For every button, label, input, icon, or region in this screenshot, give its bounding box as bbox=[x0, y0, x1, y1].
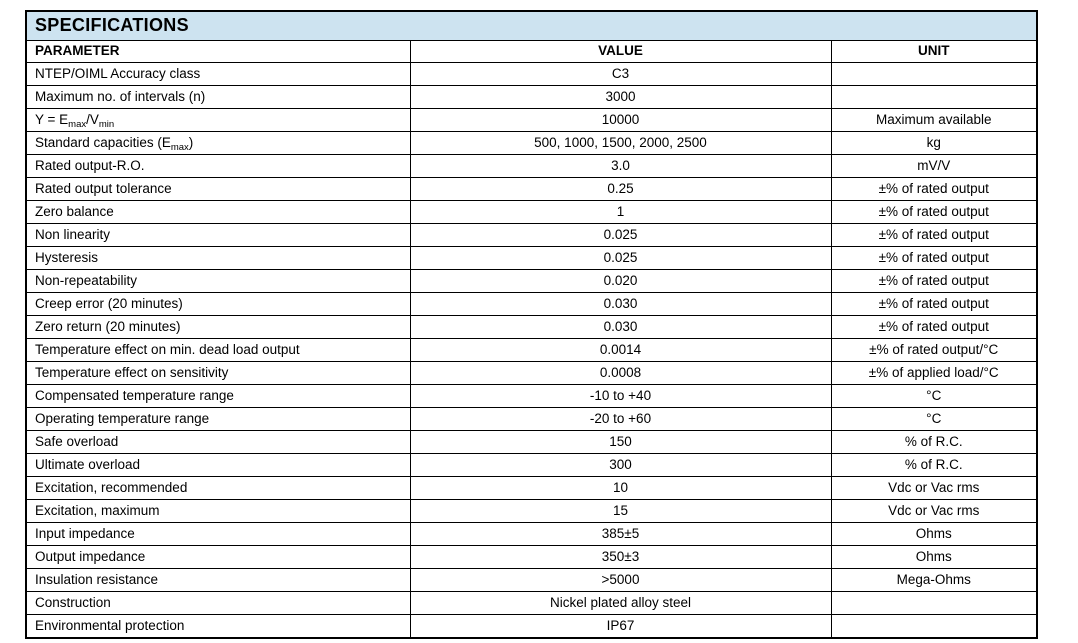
unit-cell: kg bbox=[831, 132, 1037, 155]
value-cell: 10 bbox=[410, 477, 831, 500]
parameter-cell: Standard capacities $(E_{max})$ bbox=[26, 132, 410, 155]
unit-cell: ±% of rated output bbox=[831, 270, 1037, 293]
unit-cell: % of R.C. bbox=[831, 454, 1037, 477]
table-row bbox=[26, 270, 1037, 293]
parameter-cell: Zero balance bbox=[26, 201, 410, 224]
value-cell: 15 bbox=[410, 500, 831, 523]
column-header-value: VALUE bbox=[410, 41, 831, 63]
unit-cell: % of R.C. bbox=[831, 431, 1037, 454]
parameter-cell: Zero return (20 minutes) bbox=[26, 316, 410, 339]
specifications-table bbox=[25, 10, 1038, 639]
table-row bbox=[26, 109, 1037, 132]
unit-cell: Vdc or Vac rms bbox=[831, 477, 1037, 500]
specifications-sheet bbox=[25, 10, 1036, 639]
unit-cell: ±% of rated output bbox=[831, 247, 1037, 270]
table-row bbox=[26, 293, 1037, 316]
parameter-cell: Excitation, maximum bbox=[26, 500, 410, 523]
unit-cell: Mega-Ohms bbox=[831, 569, 1037, 592]
parameter-cell: Non-repeatability bbox=[26, 270, 410, 293]
table-row bbox=[26, 546, 1037, 569]
value-cell: 0.030 bbox=[410, 293, 831, 316]
table-title-row bbox=[26, 11, 1037, 41]
unit-cell bbox=[831, 63, 1037, 86]
parameter-cell: Temperature effect on min. dead load output bbox=[26, 339, 410, 362]
unit-cell bbox=[831, 592, 1037, 615]
unit-cell: Maximum available bbox=[831, 109, 1037, 132]
value-cell: 0.020 bbox=[410, 270, 831, 293]
unit-cell: ±% of rated output bbox=[831, 178, 1037, 201]
unit-cell: Ohms bbox=[831, 546, 1037, 569]
value-cell: 3000 bbox=[410, 86, 831, 109]
value-cell: 0.025 bbox=[410, 247, 831, 270]
value-cell: 10000 bbox=[410, 109, 831, 132]
value-cell: 0.0008 bbox=[410, 362, 831, 385]
table-row bbox=[26, 178, 1037, 201]
parameter-cell: Compensated temperature range bbox=[26, 385, 410, 408]
table-row bbox=[26, 63, 1037, 86]
parameter-cell: Hysteresis bbox=[26, 247, 410, 270]
value-cell: 3.0 bbox=[410, 155, 831, 178]
table-row bbox=[26, 523, 1037, 546]
table-row bbox=[26, 408, 1037, 431]
parameter-cell: Ultimate overload bbox=[26, 454, 410, 477]
table-row bbox=[26, 569, 1037, 592]
value-cell: 150 bbox=[410, 431, 831, 454]
table-row bbox=[26, 316, 1037, 339]
value-cell: >5000 bbox=[410, 569, 831, 592]
table-row bbox=[26, 224, 1037, 247]
parameter-cell: Construction bbox=[26, 592, 410, 615]
value-cell: Nickel plated alloy steel bbox=[410, 592, 831, 615]
value-cell: 0.030 bbox=[410, 316, 831, 339]
unit-cell: Vdc or Vac rms bbox=[831, 500, 1037, 523]
table-row bbox=[26, 247, 1037, 270]
value-cell: 500, 1000, 1500, 2000, 2500 bbox=[410, 132, 831, 155]
parameter-cell: Output impedance bbox=[26, 546, 410, 569]
unit-cell: °C bbox=[831, 408, 1037, 431]
parameter-cell: Maximum no. of intervals (n) bbox=[26, 86, 410, 109]
value-cell: C3 bbox=[410, 63, 831, 86]
unit-cell: ±% of rated output bbox=[831, 316, 1037, 339]
parameter-cell: Input impedance bbox=[26, 523, 410, 546]
value-cell: IP67 bbox=[410, 615, 831, 639]
value-cell: 350±3 bbox=[410, 546, 831, 569]
value-cell: 0.0014 bbox=[410, 339, 831, 362]
column-header-unit: UNIT bbox=[831, 41, 1037, 63]
table-row bbox=[26, 155, 1037, 178]
parameter-cell: Insulation resistance bbox=[26, 569, 410, 592]
value-cell: 300 bbox=[410, 454, 831, 477]
unit-cell bbox=[831, 86, 1037, 109]
unit-cell: °C bbox=[831, 385, 1037, 408]
parameter-cell: $Y = E_{max}/V_{min}$ bbox=[26, 109, 410, 132]
table-row bbox=[26, 431, 1037, 454]
parameter-cell: Temperature effect on sensitivity bbox=[26, 362, 410, 385]
value-cell: 385±5 bbox=[410, 523, 831, 546]
table-row bbox=[26, 592, 1037, 615]
table-row bbox=[26, 86, 1037, 109]
table-row bbox=[26, 454, 1037, 477]
parameter-cell: Non linearity bbox=[26, 224, 410, 247]
table-row bbox=[26, 615, 1037, 639]
parameter-cell: Rated output-R.O. bbox=[26, 155, 410, 178]
table-row bbox=[26, 477, 1037, 500]
unit-cell: ±% of rated output/°C bbox=[831, 339, 1037, 362]
parameter-cell: Operating temperature range bbox=[26, 408, 410, 431]
unit-cell: ±% of rated output bbox=[831, 201, 1037, 224]
unit-cell: ±% of rated output bbox=[831, 293, 1037, 316]
table-row bbox=[26, 362, 1037, 385]
table-row bbox=[26, 339, 1037, 362]
value-cell: 1 bbox=[410, 201, 831, 224]
column-header-parameter: PARAMETER bbox=[26, 41, 410, 63]
spec-table-body bbox=[26, 63, 1037, 639]
parameter-cell: Environmental protection bbox=[26, 615, 410, 639]
table-row bbox=[26, 201, 1037, 224]
table-row bbox=[26, 385, 1037, 408]
parameter-cell: Creep error (20 minutes) bbox=[26, 293, 410, 316]
unit-cell: Ohms bbox=[831, 523, 1037, 546]
table-row bbox=[26, 132, 1037, 155]
table-header-row bbox=[26, 41, 1037, 63]
value-cell: -20 to +60 bbox=[410, 408, 831, 431]
unit-cell: ±% of rated output bbox=[831, 224, 1037, 247]
table-title: SPECIFICATIONS bbox=[26, 11, 1037, 41]
unit-cell: mV/V bbox=[831, 155, 1037, 178]
value-cell: 0.025 bbox=[410, 224, 831, 247]
table-row bbox=[26, 500, 1037, 523]
parameter-cell: Rated output tolerance bbox=[26, 178, 410, 201]
value-cell: -10 to +40 bbox=[410, 385, 831, 408]
parameter-cell: Excitation, recommended bbox=[26, 477, 410, 500]
parameter-cell: Safe overload bbox=[26, 431, 410, 454]
unit-cell: ±% of applied load/°C bbox=[831, 362, 1037, 385]
parameter-cell: NTEP/OIML Accuracy class bbox=[26, 63, 410, 86]
unit-cell bbox=[831, 615, 1037, 639]
value-cell: 0.25 bbox=[410, 178, 831, 201]
